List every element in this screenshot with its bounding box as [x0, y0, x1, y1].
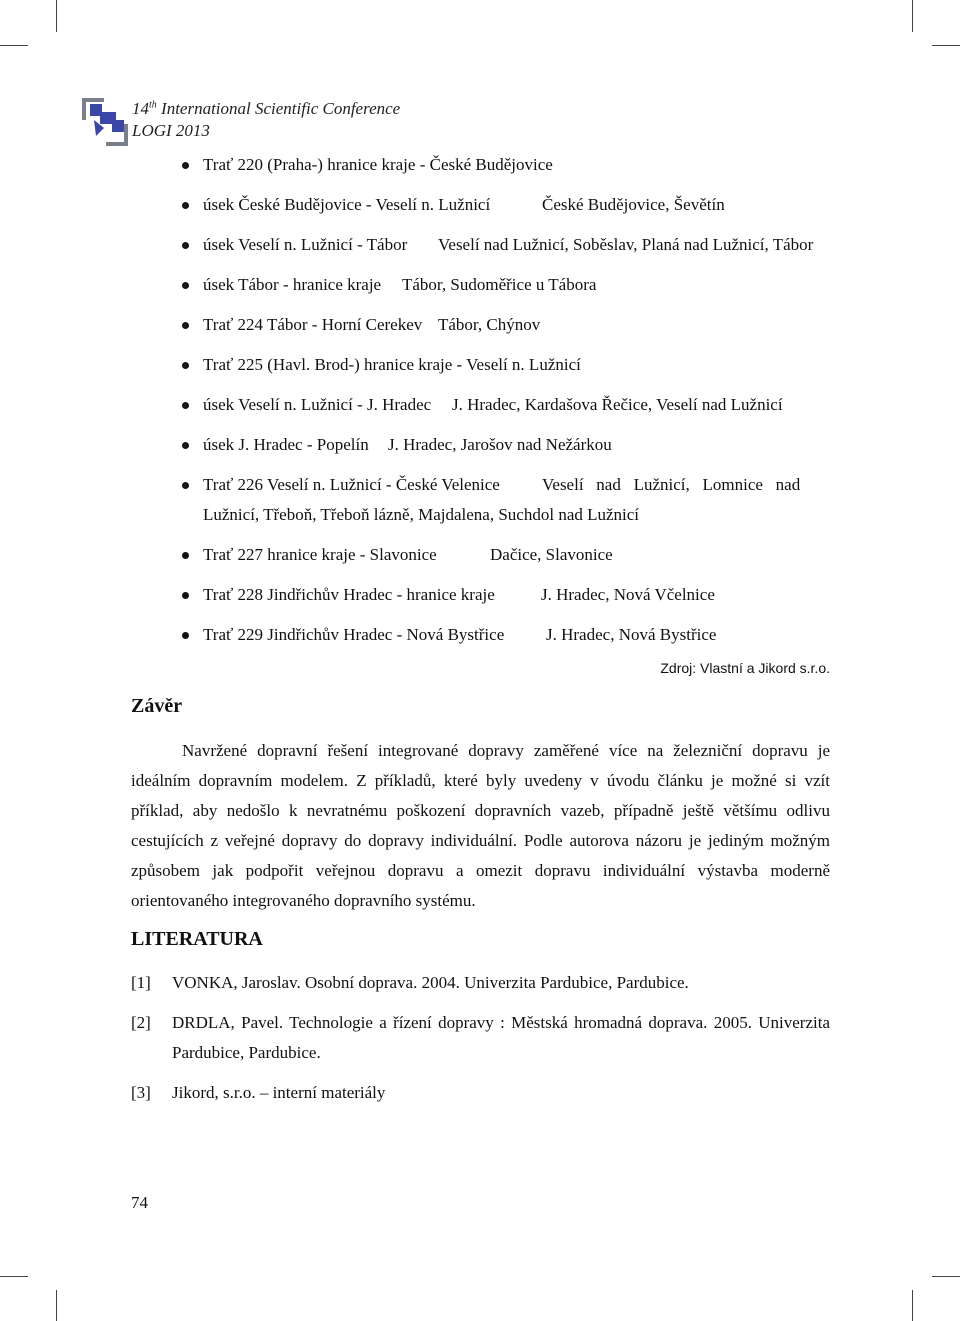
list-item-stations: J. Hradec, Nová Bystřice: [546, 625, 717, 644]
list-item-stations: Veselí nad Lužnicí, Lomnice nad: [542, 475, 801, 494]
reference-list: [131, 968, 830, 1118]
bullet-icon: [182, 442, 189, 449]
list-item-stations: Veselí nad Lužnicí, Soběslav, Planá nad Lužnicí, Tábor: [438, 235, 814, 254]
list-item-stations: J. Hradec, Kardašova Řečice, Veselí nad Lužnicí: [452, 395, 783, 414]
bullet-icon: [182, 282, 189, 289]
bullet-icon: [182, 362, 189, 369]
list-item-route: Trať 227 hranice kraje - Slavonice: [203, 545, 437, 564]
crop-mark: [912, 1290, 913, 1321]
conference-title-text: International Scientific Conference: [156, 99, 401, 118]
reference-number: [2]: [131, 1013, 151, 1032]
list-item-stations: J. Hradec, Nová Včelnice: [541, 585, 715, 604]
conference-title: [132, 98, 400, 142]
reference-number: [1]: [131, 973, 151, 992]
reference-item: [131, 968, 830, 998]
reference-text: DRDLA, Pavel. Technologie a řízení dopravy : Městská hromadná doprava. 2005. Univerzita Pardubice, Pardubice.: [172, 1013, 830, 1062]
bullet-icon: [182, 162, 189, 169]
bullet-icon: [182, 242, 189, 249]
bullet-icon: [182, 402, 189, 409]
list-item-stations: Dačice, Slavonice: [490, 545, 613, 564]
conference-name: LOGI 2013: [132, 121, 210, 140]
reference-number: [3]: [131, 1083, 151, 1102]
crop-mark: [912, 0, 913, 32]
list-item-route: úsek J. Hradec - Popelín: [203, 435, 369, 454]
reference-item: [131, 1078, 830, 1108]
conference-number: 14: [132, 99, 149, 118]
bullet-icon: [182, 482, 189, 489]
conference-logo-icon: [82, 98, 128, 146]
crop-mark: [932, 1276, 960, 1277]
bullet-icon: [182, 322, 189, 329]
list-item-stations: Tábor, Chýnov: [438, 315, 541, 334]
crop-mark: [56, 0, 57, 32]
conclusion-heading: Závěr: [131, 695, 183, 717]
conference-number-suffix: th: [149, 99, 157, 111]
crop-mark: [932, 45, 960, 46]
list-item-route: úsek Veselí n. Lužnicí - Tábor: [203, 235, 408, 254]
list-item-continuation: Lužnicí, Třeboň, Třeboň lázně, Majdalena, Suchdol nad Lužnicí: [203, 505, 640, 524]
bullet-icon: [182, 632, 189, 639]
bullet-icon: [182, 592, 189, 599]
list-item-route: úsek České Budějovice - Veselí n. Lužnicí: [203, 195, 491, 214]
reference-text: VONKA, Jaroslav. Osobní doprava. 2004. Univerzita Pardubice, Pardubice.: [172, 973, 689, 992]
list-item-route: Trať 226 Veselí n. Lužnicí - České Velenice: [203, 475, 500, 494]
bullet-icon: [182, 552, 189, 559]
crop-mark: [56, 1290, 57, 1321]
literature-heading: LITERATURA: [131, 928, 263, 950]
source-note: Zdroj: Vlastní a Jikord s.r.o.: [660, 660, 830, 676]
list-item-route: Trať 228 Jindřichův Hradec - hranice kraje: [203, 585, 495, 604]
list-item-route: Trať 224 Tábor - Horní Cerekev: [203, 315, 423, 334]
list-item-route: Trať 229 Jindřichův Hradec - Nová Bystřice: [203, 625, 505, 644]
crop-mark: [0, 45, 28, 46]
page-number: 74: [131, 1193, 148, 1212]
list-item-route: úsek Veselí n. Lužnicí - J. Hradec: [203, 395, 432, 414]
list-item-stations: J. Hradec, Jarošov nad Nežárkou: [388, 435, 612, 454]
list-item-route: úsek Tábor - hranice kraje: [203, 275, 382, 294]
conclusion-paragraph: Navržené dopravní řešení integrované dopravy zaměřené více na železniční dopravu je ideálním dopravním modelem. Z příkladů, které byly uvedeny v úvodu článku je možné si vzít příklad, aby nedošlo k nevratnému poškození dopravních vazeb, případně ještě většímu odlivu cestujících z veřejné dopravy do dopravy individuální. Podle autorova názoru je jediným možným způsobem jak podpořit veřejnou dopravu a omezit dopravu individuální výstavba moderně orientovaného integrovaného dopravního systému.: [131, 741, 830, 910]
list-item-route: Trať 220 (Praha-) hranice kraje - České Budějovice: [203, 155, 553, 174]
list-item-route: Trať 225 (Havl. Brod-) hranice kraje - Veselí n. Lužnicí: [203, 355, 581, 374]
list-item-stations: Tábor, Sudoměřice u Tábora: [402, 275, 597, 294]
crop-mark: [0, 1276, 28, 1277]
reference-item: [131, 1008, 830, 1068]
bullet-icon: [182, 202, 189, 209]
list-item-stations: České Budějovice, Ševětín: [542, 195, 725, 214]
reference-text: Jikord, s.r.o. – interní materiály: [172, 1083, 386, 1102]
